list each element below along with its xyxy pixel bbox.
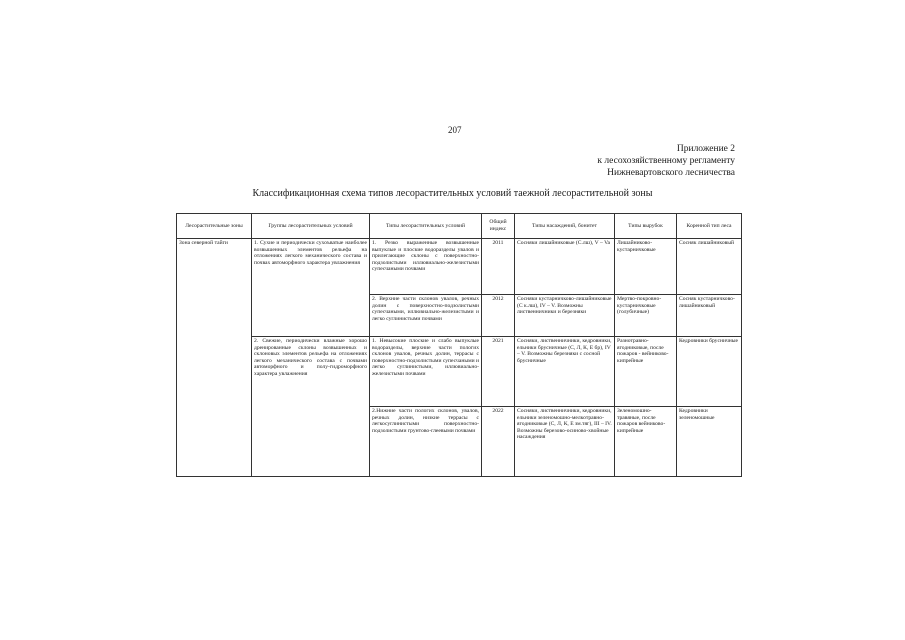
group-cell: 2. Свежие, периодически влажные хорошо дренированные склоны возвышенных и склоновых элементов рельефа на отложениях легкого механического состава с почвами автоморфного и полу-гидроморфного характера увлажнения	[252, 337, 370, 477]
stands-cell: Сосняки, лиственничники, кедровники, ельники зеленомошно-мелкотравно-ягодниковые (С, Л, К, Е зм.тяг), III – IV. Возможны березово-осиново-хвойные насаждения	[515, 407, 615, 477]
header-stands: Типы насаждений, бонитет	[515, 214, 615, 239]
forest-type-cell: Сосняк лишайниковый	[677, 239, 742, 295]
clearings-cell: Мертво-покровно-кустарничковые (голубичные)	[615, 295, 677, 337]
header-conditions: Типы лесорастительных условий	[370, 214, 482, 239]
conditions-cell: 1. Резко выраженные возвышенные выпуклые и плоские водоразделы увалов и прилегающие склоны с поверхностно-подзолистыми иллювиально-железистыми супесчаными почвами	[370, 239, 482, 295]
forest-type-cell: Сосняк кустарничково-лишайниковый	[677, 295, 742, 337]
conditions-cell: 2.Нижние части пологих склонов, увалов, речных долин, низкие террасы с легкосуглинистыми поверхностно-подзолистыми грунтово-глеевыми почвами	[370, 407, 482, 477]
classification-table	[176, 213, 742, 477]
header-index: Общий индекс	[482, 214, 515, 239]
header-clearings: Типы вырубок	[615, 214, 677, 239]
index-cell: 2012	[482, 295, 515, 337]
group-cell: 1. Сухие и периодически сухоъватые наиболее возвышенных элементов рельефа на отложениях легкого механического состава и почвах автоморфного характера увлажнения	[252, 239, 370, 337]
conditions-cell: 2. Верхние части склонов увалов, речных долин с поверхностно-подзолистыми супесчаными, иллювиально-железистыми и легко суглинистыми почвами	[370, 295, 482, 337]
table-header-row	[177, 214, 742, 239]
stands-cell: Сосняки лишайниковые (С.лш), V – Va	[515, 239, 615, 295]
header-forest-type: Коренной тип леса	[677, 214, 742, 239]
zone-cell: Зона северной тайги	[177, 239, 252, 477]
appendix-line-3: Нижневартовского лесничества	[607, 168, 735, 178]
document-title: Классификационная схема типов лесорастительных условий таежной лесорастительной зоны	[252, 188, 653, 199]
header-groups: Группы лесорастительных условий	[252, 214, 370, 239]
page-number: 207	[448, 125, 462, 135]
appendix-header	[597, 143, 735, 179]
index-cell: 2022	[482, 407, 515, 477]
clearings-cell: Разнотравно-ягодниковые, после пожаров - вейниково-кипрейные	[615, 337, 677, 407]
index-cell: 2011	[482, 239, 515, 295]
header-zones: Лесорастительные зоны	[177, 214, 252, 239]
table-row	[177, 337, 742, 407]
table-row	[177, 239, 742, 295]
appendix-line-1: Приложение 2	[676, 144, 735, 154]
conditions-cell: 1. Невысокие плоские и слабо выпуклые водоразделы, верхние части пологих склонов увалов, речных долин, террасы с поверхностно-подзолистыми супесчаными и легко суглинистыми, иллювиально-железистыми почвами	[370, 337, 482, 407]
forest-type-cell: Кедровники зеленомошные	[677, 407, 742, 477]
clearings-cell: Лишайниково-кустарничковые	[615, 239, 677, 295]
stands-cell: Сосняки кустарничково-лишайниковые (С к.лш), IV – V. Возможны лиственничники и березняки	[515, 295, 615, 337]
appendix-line-2: к лесохозяйственному регламенту	[597, 156, 735, 166]
forest-type-cell: Кедровники брусничные	[677, 337, 742, 407]
stands-cell: Сосняки, лиственничники, кедровники, ельники брусничные (С, Л, К, Е бр), IV – V. Возможны березняки с сосной брусничные	[515, 337, 615, 407]
clearings-cell: Зеленомошно-травяные, после пожаров вейниково-кипрейные	[615, 407, 677, 477]
index-cell: 2021	[482, 337, 515, 407]
